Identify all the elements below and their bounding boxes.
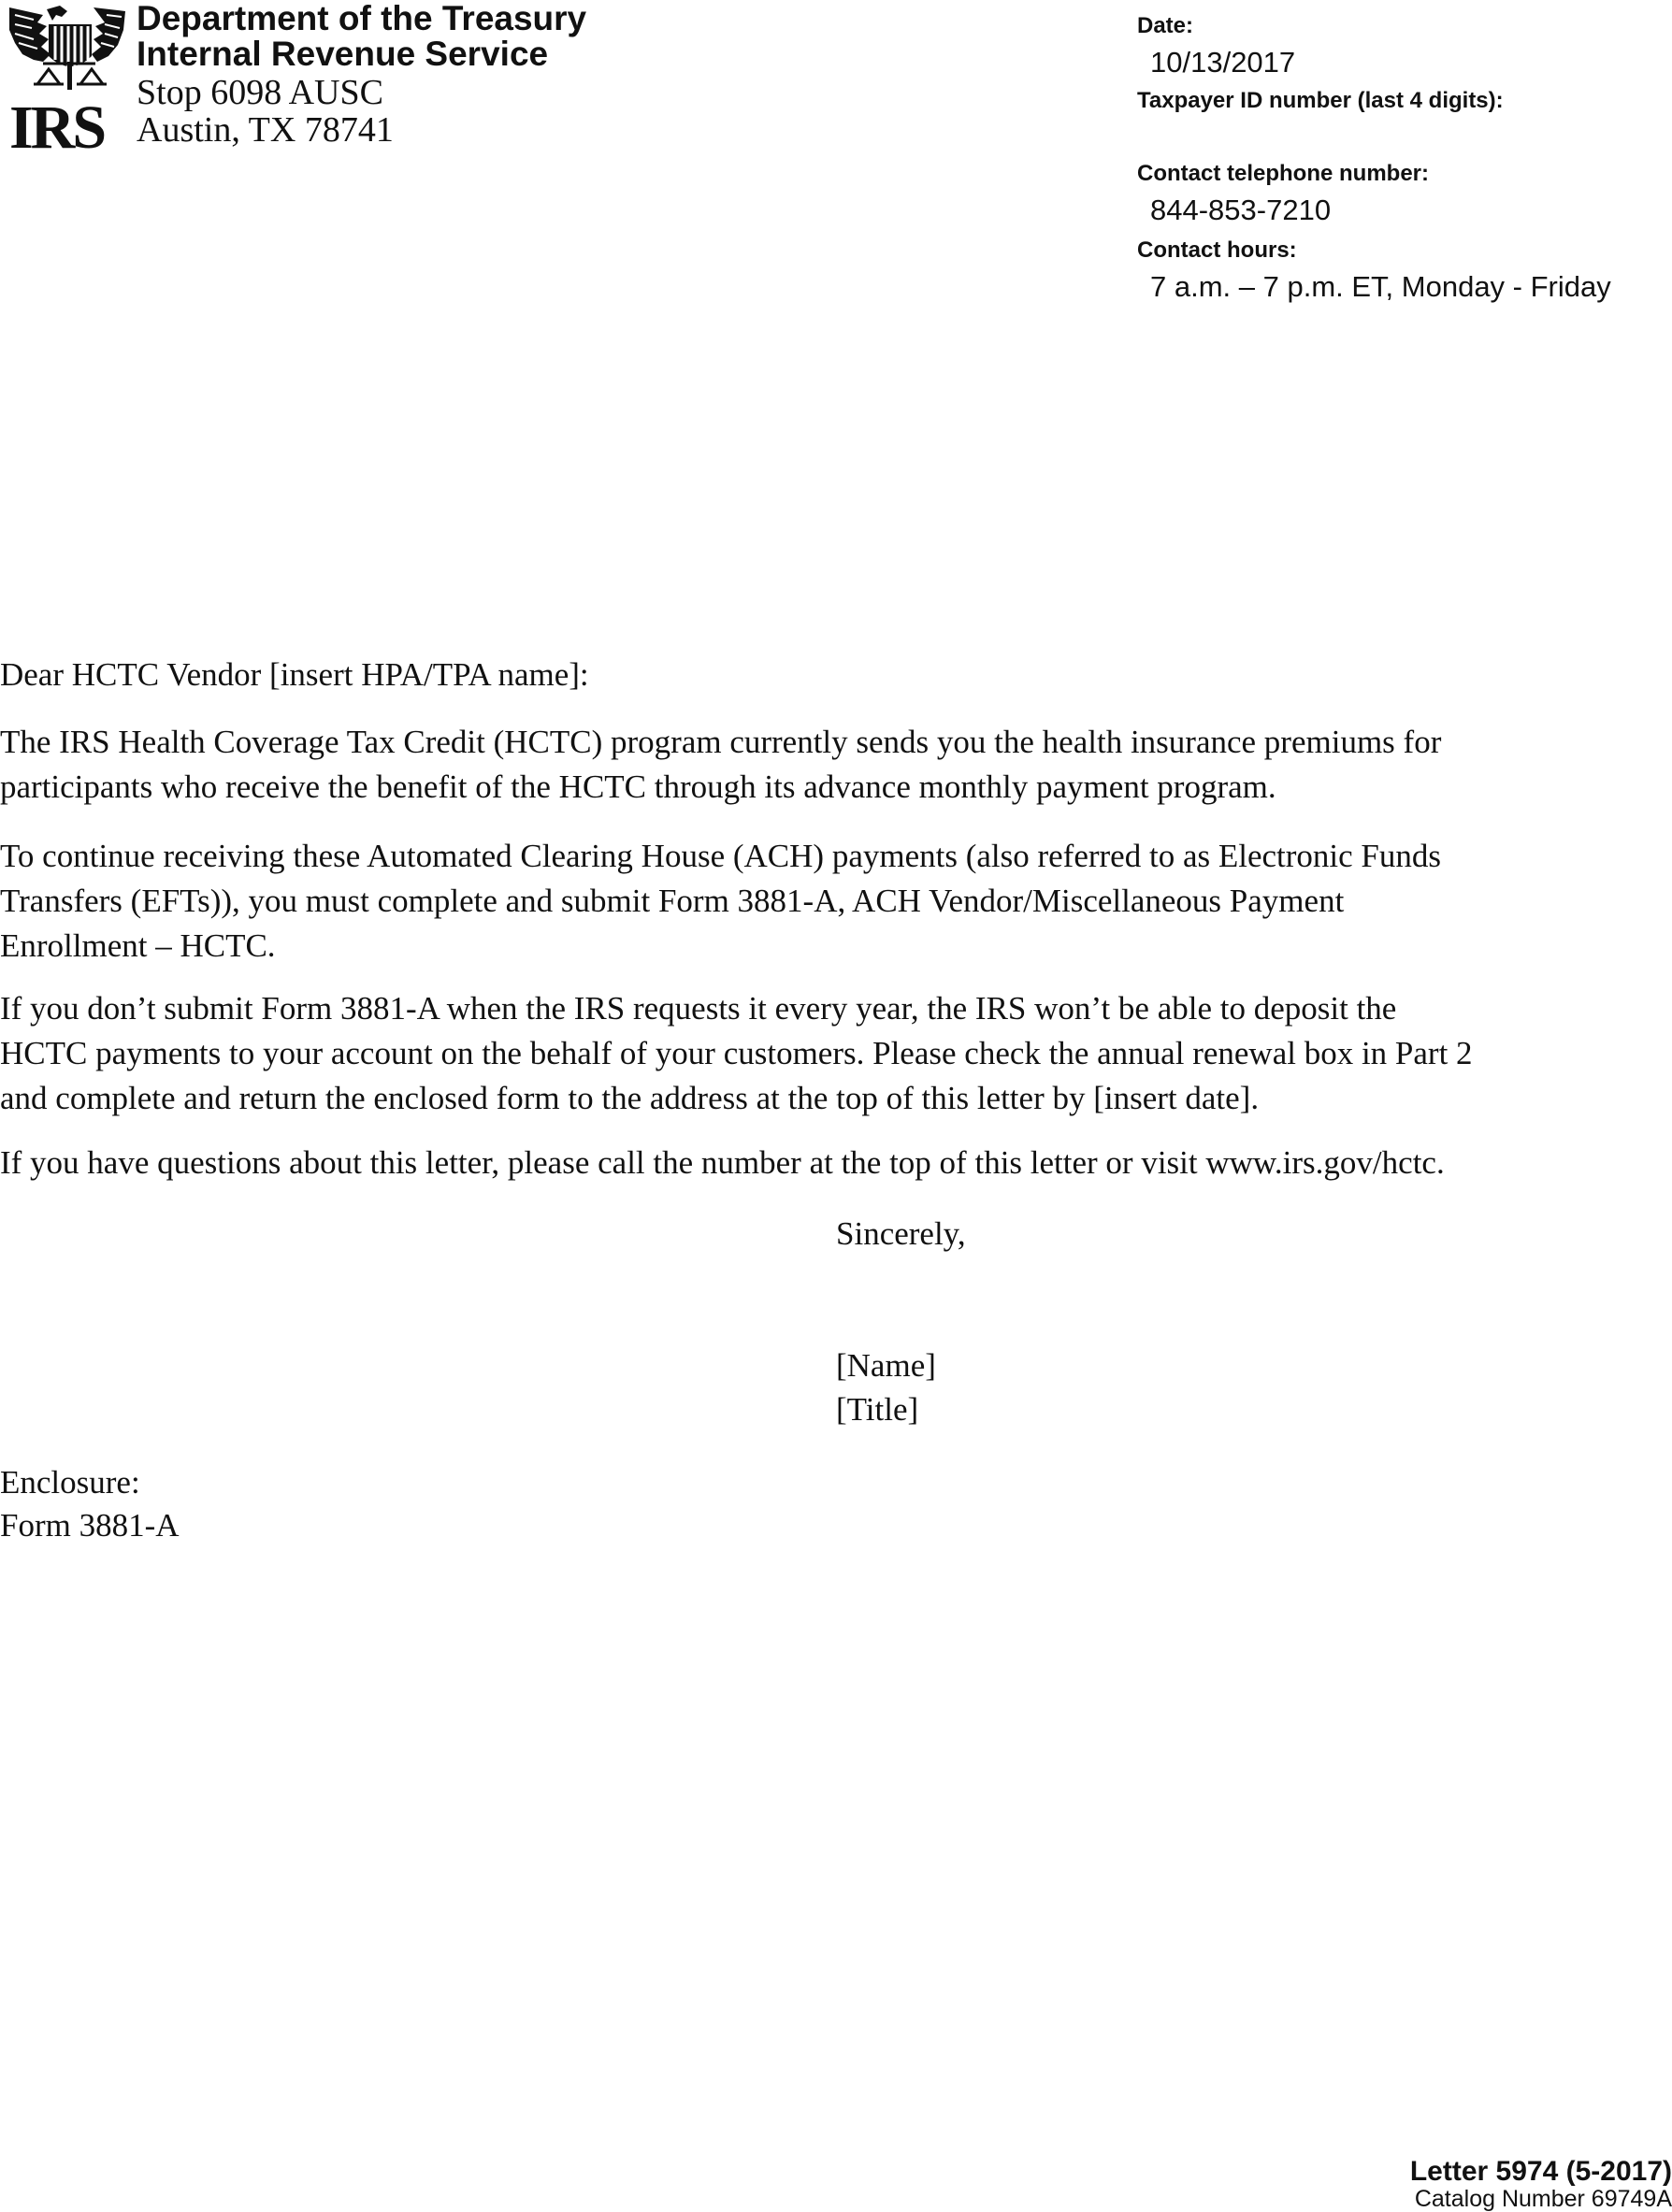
paragraph-line: If you have questions about this letter, please call the number at the top of this letter or visit www.irs.gov/hctc.	[0, 1144, 1445, 1181]
hours-value: 7 a.m. – 7 p.m. ET, Monday - Friday	[1150, 270, 1611, 303]
paragraph-line: HCTC payments to your account on the behalf of your customers. Please check the annual renewal box in Part 2	[0, 1035, 1473, 1071]
enclosure-item: Form 3881-A	[0, 1507, 180, 1544]
paragraph-line: To continue receiving these Automated Clearing House (ACH) payments (also referred to as Electronic Funds	[0, 838, 1441, 874]
hours-label: Contact hours:	[1137, 237, 1297, 263]
paragraph-line: If you don’t submit Form 3881-A when the IRS requests it every year, the IRS won’t be able to deposit the	[0, 990, 1397, 1027]
signer-name: [Name]	[836, 1347, 936, 1384]
irs-wordmark: IRS	[9, 93, 105, 162]
date-value: 10/13/2017	[1150, 46, 1296, 79]
signer-title: [Title]	[836, 1391, 919, 1428]
paragraph-hctc-program	[0, 720, 1670, 810]
paragraph-line: The IRS Health Coverage Tax Credit (HCTC) program currently sends you the health insurance premiums for	[0, 724, 1442, 760]
paragraph-ach-payments	[0, 834, 1670, 969]
paragraph-questions	[0, 1141, 1670, 1185]
closing: Sincerely,	[836, 1215, 966, 1252]
paragraph-line: Enrollment – HCTC.	[0, 927, 276, 964]
paragraph-annual-renewal	[0, 986, 1670, 1121]
letter-number: Letter 5974 (5-2017)	[1409, 2156, 1672, 2187]
date-label: Date:	[1137, 13, 1194, 38]
enclosure-label: Enclosure:	[0, 1464, 140, 1501]
phone-label: Contact telephone number:	[1137, 161, 1430, 186]
catalog-number: Catalog Number 69749A	[1414, 2186, 1672, 2212]
salutation: Dear HCTC Vendor [insert HPA/TPA name]:	[0, 656, 589, 693]
city-state-zip: Austin, TX 78741	[137, 110, 394, 150]
taxpayer-id-label: Taxpayer ID number (last 4 digits):	[1137, 88, 1504, 113]
paragraph-line: and complete and return the enclosed form to the address at the top of this letter by [insert date].	[0, 1080, 1260, 1116]
mail-stop: Stop 6098 AUSC	[137, 73, 383, 112]
phone-value: 844-853-7210	[1150, 194, 1332, 226]
paragraph-line: participants who receive the benefit of the HCTC through its advance monthly payment program.	[0, 768, 1276, 805]
service-name: Internal Revenue Service	[137, 35, 549, 73]
info-panel	[1137, 13, 1611, 303]
paragraph-line: Transfers (EFTs)), you must complete and submit Form 3881-A, ACH Vendor/Miscellaneous Payment	[0, 883, 1345, 919]
department-name: Department of the Treasury	[137, 0, 587, 37]
